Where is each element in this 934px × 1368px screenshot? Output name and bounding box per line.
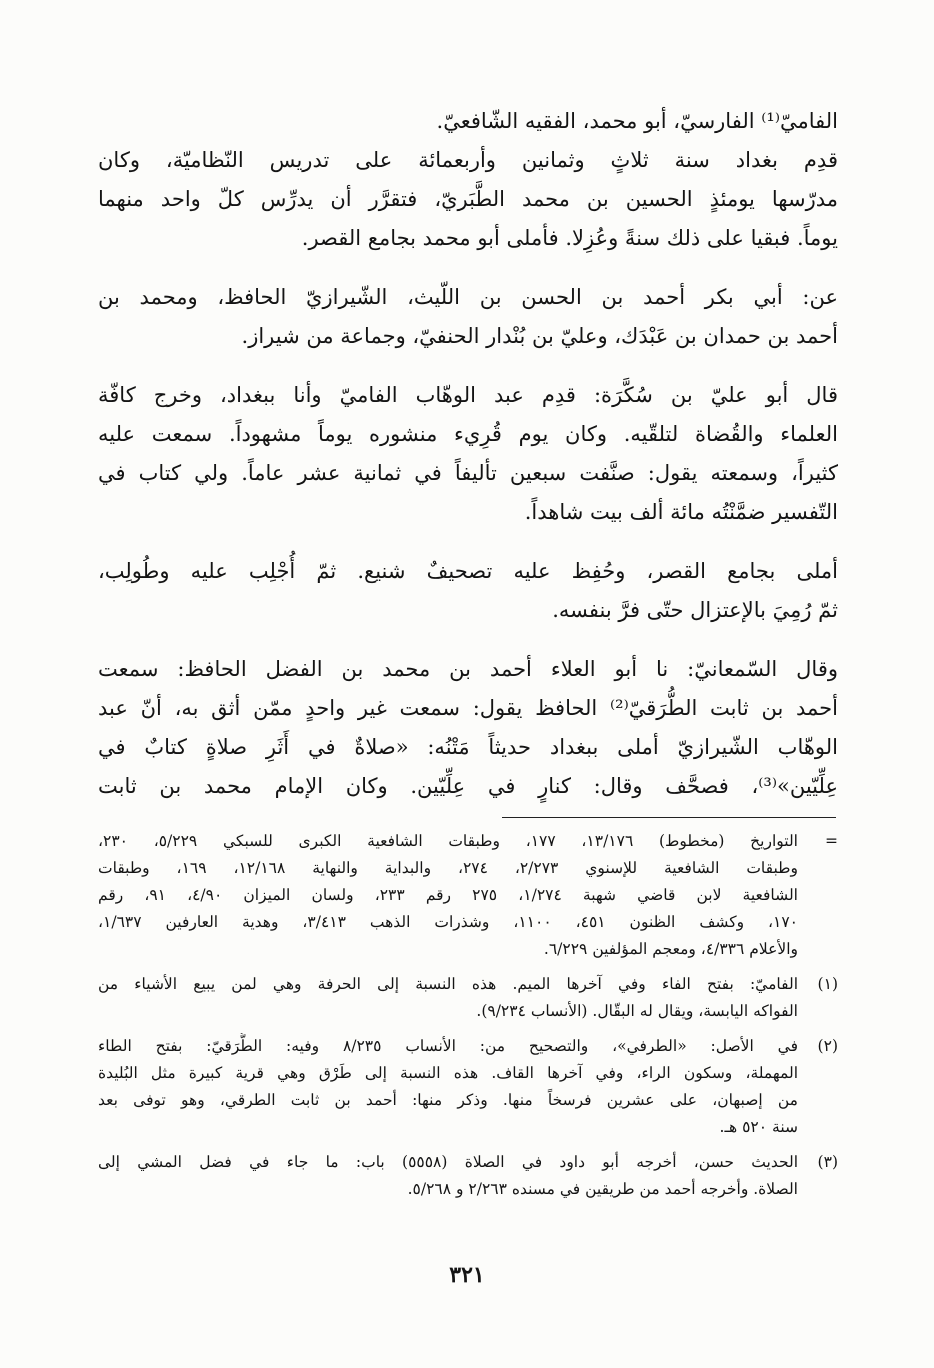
footnote-line: الفاميّ: بفتح الفاء وفي آخرها الميم. هذه النسبة إلى الحرفة وهي لمن يبيع الأشياء من	[98, 975, 798, 993]
footnote-line: التواريخ (مخطوط) ١٣/١٧٦، ١٧٧، وطبقات الشافعية الكبرى للسبكي ٥/٢٢٩، ٢٣٠،	[98, 832, 798, 850]
text-line: كثيراً، وسمعته يقول: صنَّفت سبعين تأليفاً في ثمانية عشر عاماً. ولي كتاب في	[98, 461, 838, 485]
footnote-line: الفواكه اليابسة، ويقال له البقّال. (الأنساب ٩/٢٣٤).	[476, 1002, 798, 1020]
footnote-marker: (٣)	[817, 1153, 838, 1171]
text-line: ثمّ رُمِيَ بالإعتزال حتّى فرَّ بنفسه.	[552, 598, 838, 622]
footnote-line: الحديث حسن، أخرجه أبو داود في الصلاة (٥٥٥٨) باب: ما جاء في فضل المشي إلى	[98, 1153, 798, 1171]
text-line: أحمد بن ثابت الطُّرَقيّ⁽²⁾ الحافظ يقول: سمعت غير واحدٍ ممّن أثق به، أنّ عبد	[98, 696, 838, 720]
text-line: أحمد بن حمدان بن عَبْدَك، وعليّ بن بُنْدار الحنفيّ، وجماعة من شيراز.	[241, 324, 838, 348]
footnote	[98, 1149, 838, 1203]
footnotes	[98, 828, 838, 1211]
footnote	[98, 971, 838, 1025]
paragraph	[98, 376, 838, 532]
footnote-line: المهملة، وسكون الراء، وفي آخرها القاف. هذه النسبة إلى طَرْق وهي قرية كبيرة مثل البُليدة	[98, 1064, 798, 1082]
footnote	[98, 828, 838, 963]
text-line: قدِم بغداد سنة ثلاثٍ وثمانين وأربعمائة على تدريس النّظاميّة، وكان	[98, 148, 838, 172]
footnote-line: والأعلام ٤/٣٣٦، ومعجم المؤلفين ٦/٢٢٩.	[543, 940, 798, 958]
text-line: عن: أبي بكر أحمد بن الحسن بن اللّيث، الشّيرازيّ الحافظ، ومحمد بن	[98, 285, 838, 309]
footnote-text	[98, 1033, 798, 1141]
paragraph	[98, 650, 838, 806]
paragraph	[98, 552, 838, 630]
footnote-text	[98, 971, 798, 1025]
footnote-line: من إصبهان، على عشرين فرسخاً منها. وذكر منها: أحمد بن ثابت الطرقي، وهو توفى بعد	[98, 1091, 798, 1109]
main-text	[98, 102, 838, 826]
paragraph	[98, 102, 838, 258]
footnote-line: وطبقات الشافعية للإسنوي ٢/٢٧٣، ٢٧٤، والبداية والنهاية ١٢/١٦٨، ١٦٩، وطبقات	[98, 859, 798, 877]
footnote-line: سنة ٥٢٠ هـ.	[719, 1118, 798, 1136]
footnote	[98, 1033, 838, 1141]
text-line: الفاميّ⁽¹⁾ الفارسيّ، أبو محمد، الفقيه الشّافعيّ.	[436, 109, 838, 133]
text-line: قال أبو عليّ بن سُكَّرَة: قدِم عبد الوهّاب الفاميّ وأنا ببغداد، وخرج كافّة	[98, 383, 838, 407]
footnote-line: الشافعية لابن قاضي شهبة ١/٢٧٤، ٢٧٥ رقم ٢٣٣، ولسان الميزان ٤/٩٠، ٩١، رقم	[98, 886, 798, 904]
text-line: الوهّاب الشّيرازيّ أملى ببغداد حديثاً مَتْنُه: «صلاةٌ في أَثَرِ صلاةٍ كتابٌ في	[98, 735, 838, 759]
footnote-line: في الأصل: «الطرفي»، والتصحيح من: الأنساب ٨/٢٣٥ وفيه: الطُّرَقيّ: بفتح الطاء	[98, 1037, 798, 1055]
footnote-text	[98, 828, 798, 963]
footnote-line: الصلاة. وأخرجه أحمد من طريقين في مسنده ٢/٢٦٣ و ٥/٢٦٨.	[407, 1180, 798, 1198]
footnote-text	[98, 1149, 798, 1203]
footnote-marker: =	[825, 832, 838, 850]
paragraph	[98, 278, 838, 356]
text-line: وقال السّمعانيّ: نا أبو العلاء أحمد بن محمد بن الفضل الحافظ: سمعت	[98, 657, 838, 681]
text-line: أملى بجامع القصر، وحُفِظ عليه تصحيفٌ شنيع. ثمّ أُجْلِب عليه وطُولِب،	[98, 559, 838, 583]
text-line: مدرّسها يومئذٍ الحسين بن محمد الطَّبَريّ، فتقرَّر أن يدرِّس كلّ واحد منهما	[98, 187, 838, 211]
footnote-marker: (٢)	[817, 1037, 838, 1055]
text-line: العلماء والقُضاة لتلقّيه. وكان يوم قُرِيء منشوره يوماً مشهوداً. سمعت عليه	[98, 422, 838, 446]
page-number: ٣٢١	[449, 1262, 485, 1288]
text-line: يوماً. فبقيا على ذلك سنةً وعُزِلا. فأملى أبو محمد بجامع القصر.	[301, 226, 838, 250]
text-line: عِلِّيّين»⁽³⁾، فصحَّف وقال: كنارٍ في عِلِّيّين. وكان الإمام محمد بن ثابت	[98, 774, 838, 798]
text-line: التّفسير ضمَّنْتُه مائة ألف بيت شاهداً.	[524, 500, 838, 524]
footnote-separator	[502, 817, 836, 818]
footnote-line: ١٧٠، وكشف الظنون ٤٥١، ١١٠٠، وشذرات الذهب ٣/٤١٣، وهدية العارفين ١/٦٣٧،	[98, 913, 798, 931]
footnote-marker: (١)	[817, 975, 838, 993]
